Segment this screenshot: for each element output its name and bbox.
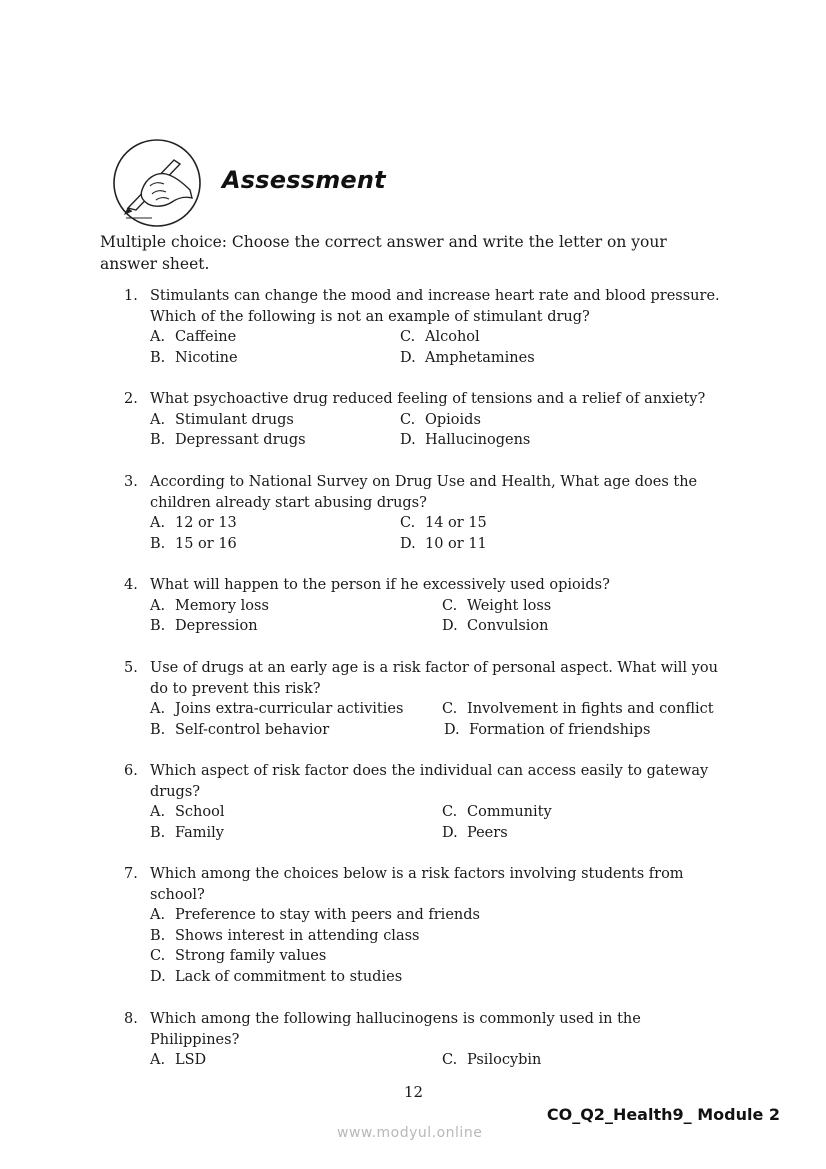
option-c: C. Involvement in fights and conflict: [442, 701, 714, 718]
option-d: D. Hallucinogens: [400, 432, 531, 449]
option-d: D. 10 or 11: [400, 535, 487, 552]
question-text: Which aspect of risk factor does the individual can access easily to gateway drugs?: [150, 763, 709, 800]
question-4: [124, 575, 734, 637]
question-1: [124, 286, 734, 368]
question-7: [124, 864, 734, 988]
question-text: Use of drugs at an early age is a risk factor of personal aspect. What will you do to prevent this risk?: [150, 660, 718, 697]
option-c: C. Alcohol: [400, 329, 480, 346]
option-a: A. LSD: [150, 1052, 207, 1069]
question-number: 5.: [124, 660, 138, 676]
question-text: Stimulants can change the mood and increase heart rate and blood pressure. Which of the following is not an example of stimulant drug?: [150, 288, 720, 325]
module-code: CO_Q2_Health9_ Module 2: [546, 1105, 780, 1124]
option-c: C. Weight loss: [442, 597, 552, 614]
question-8: [124, 1009, 734, 1071]
question-number: 2.: [124, 391, 138, 407]
option-b: B. Depressant drugs: [150, 432, 306, 449]
option-d: D. Amphetamines: [400, 349, 535, 366]
question-number: 4.: [124, 577, 138, 593]
question-number: 6.: [124, 763, 138, 779]
option-b: B. Depression: [150, 618, 258, 635]
watermark: www.modyul.online: [337, 1125, 483, 1141]
question-3: [124, 472, 734, 554]
option-c: C. 14 or 15: [400, 515, 487, 532]
question-text: What psychoactive drug reduced feeling of tensions and a relief of anxiety?: [150, 391, 706, 407]
question-number: 1.: [124, 288, 138, 304]
option-b: B. Shows interest in attending class: [150, 927, 420, 944]
option-a: A. Preference to stay with peers and friends: [150, 907, 480, 924]
option-a: A. Stimulant drugs: [150, 411, 294, 428]
question-number: 7.: [124, 866, 138, 882]
option-c: C. Psilocybin: [442, 1052, 542, 1069]
option-a: A. 12 or 13: [150, 515, 237, 532]
option-b: B. Family: [150, 824, 224, 841]
page-title: Assessment: [222, 166, 386, 194]
question-2: [124, 389, 734, 451]
option-c: C. Strong family values: [150, 948, 327, 965]
question-number: 8.: [124, 1011, 138, 1027]
instructions-text: Multiple choice: Choose the correct answer and write the letter on your answer sheet.: [100, 233, 667, 273]
option-b: B. Self-control behavior: [150, 721, 330, 738]
option-a: A. Joins extra-curricular activities: [150, 701, 404, 718]
question-text: Which among the following hallucinogens is commonly used in the Philippines?: [150, 1011, 641, 1048]
option-b: B. 15 or 16: [150, 535, 237, 552]
question-number: 3.: [124, 474, 138, 490]
option-d: D. Peers: [442, 824, 508, 841]
hand-writing-icon: [112, 138, 202, 228]
question-5: [124, 658, 734, 740]
option-c: C. Opioids: [400, 411, 481, 428]
option-d: D. Formation of friendships: [443, 721, 651, 738]
option-d: D. Lack of commitment to studies: [150, 968, 403, 985]
option-b: B. Nicotine: [150, 349, 238, 366]
question-6: [124, 761, 734, 843]
question-text: Which among the choices below is a risk factors involving students from school?: [150, 866, 684, 903]
question-text: According to National Survey on Drug Use and Health, What age does the children already start abusing drugs?: [150, 474, 698, 511]
question-text: What will happen to the person if he excessively used opioids?: [150, 577, 610, 593]
option-a: A. School: [150, 804, 225, 821]
option-c: C. Community: [442, 804, 552, 821]
option-a: A. Caffeine: [150, 329, 237, 346]
option-d: D. Convulsion: [442, 618, 549, 635]
option-a: A. Memory loss: [150, 597, 269, 614]
page-number: 12: [404, 1083, 424, 1101]
